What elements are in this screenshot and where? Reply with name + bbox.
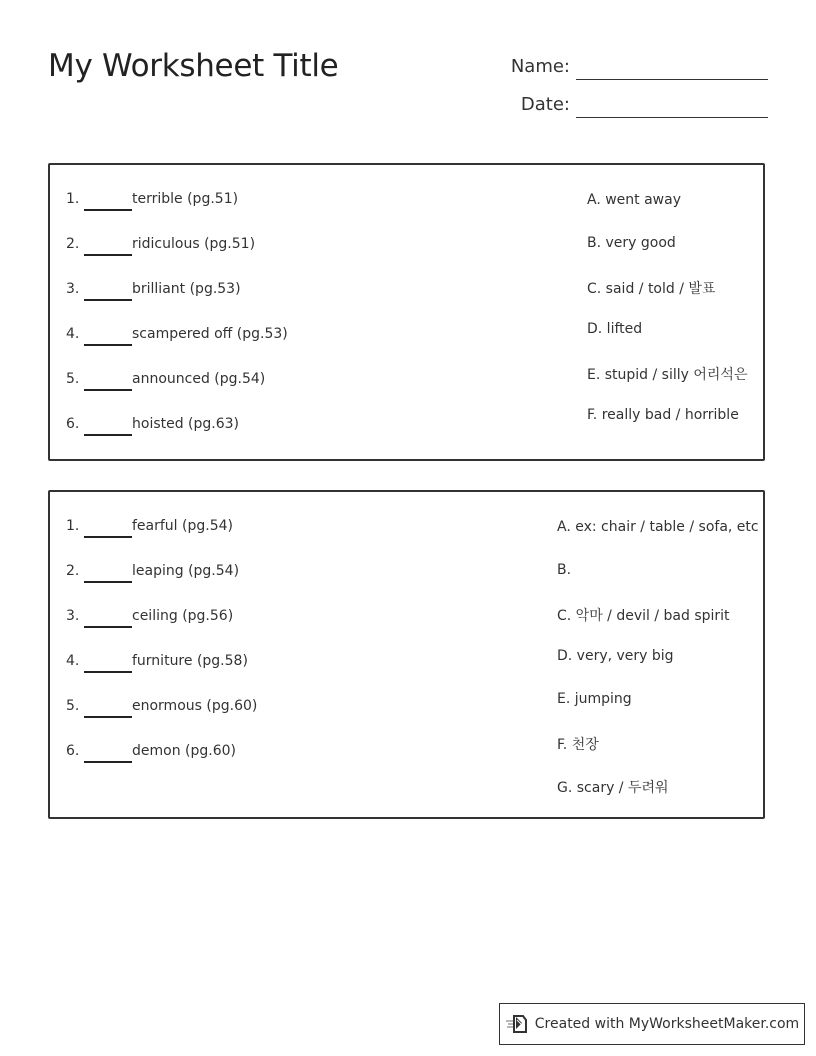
answer-option: D. very, very big [557, 648, 674, 664]
answer-option: G. scary / 두려워 [557, 780, 669, 796]
question-item [66, 653, 248, 669]
answer-blank[interactable] [84, 745, 132, 763]
answer-option: F. 천장 [557, 737, 599, 753]
question-number: 2. [66, 563, 80, 579]
answer-blank[interactable] [84, 328, 132, 346]
question-text: scampered off (pg.53) [132, 326, 288, 342]
footer-credit[interactable] [499, 1003, 805, 1045]
question-number: 3. [66, 608, 80, 624]
question-item [66, 518, 233, 534]
worksheet-title: My Worksheet Title [48, 48, 339, 84]
answer-blank[interactable] [84, 283, 132, 301]
answer-option: E. jumping [557, 691, 632, 707]
question-number: 3. [66, 281, 80, 297]
matching-section-1 [48, 163, 765, 461]
question-text: furniture (pg.58) [132, 653, 248, 669]
answer-blank[interactable] [84, 655, 132, 673]
question-item [66, 563, 239, 579]
question-item [66, 191, 238, 207]
question-text: enormous (pg.60) [132, 698, 258, 714]
answer-option: A. ex: chair / table / sofa, etc [557, 519, 759, 535]
question-text: leaping (pg.54) [132, 563, 240, 579]
question-text: ridiculous (pg.51) [132, 236, 256, 252]
answer-option: A. went away [587, 192, 682, 208]
answer-option: E. stupid / silly 어리석은 [587, 367, 748, 383]
answer-option: B. very good [587, 235, 676, 251]
matching-section-2 [48, 490, 765, 819]
question-number: 4. [66, 326, 80, 342]
question-number: 2. [66, 236, 80, 252]
question-item [66, 281, 241, 297]
answer-blank[interactable] [84, 520, 132, 538]
answer-option: C. 악마 / devil / bad spirit [557, 608, 730, 624]
name-field[interactable] [500, 48, 768, 78]
question-text: hoisted (pg.63) [132, 416, 240, 432]
question-item [66, 743, 236, 759]
footer-text: Created with MyWorksheetMaker.com [534, 1016, 800, 1032]
answer-blank[interactable] [84, 373, 132, 391]
date-label: Date: [520, 94, 570, 115]
name-label: Name: [510, 56, 570, 77]
date-field[interactable] [500, 86, 768, 116]
answer-blank[interactable] [84, 700, 132, 718]
question-item [66, 236, 255, 252]
question-number: 1. [66, 518, 80, 534]
question-number: 6. [66, 416, 80, 432]
worksheet-maker-logo-icon [505, 1013, 529, 1035]
question-item [66, 416, 239, 432]
answer-option: C. said / told / 발표 [587, 281, 716, 297]
answer-blank[interactable] [84, 418, 132, 436]
question-item [66, 326, 288, 342]
answer-option: D. lifted [587, 321, 643, 337]
question-number: 4. [66, 653, 80, 669]
question-number: 5. [66, 371, 80, 387]
answer-blank[interactable] [84, 238, 132, 256]
question-text: ceiling (pg.56) [132, 608, 234, 624]
question-text: fearful (pg.54) [132, 518, 233, 534]
question-number: 6. [66, 743, 80, 759]
date-line[interactable] [576, 97, 768, 118]
answer-option: B. [557, 562, 572, 578]
question-item [66, 698, 257, 714]
answer-blank[interactable] [84, 610, 132, 628]
name-line[interactable] [576, 59, 768, 80]
question-item [66, 608, 233, 624]
answer-option: F. really bad / horrible [587, 407, 739, 423]
question-number: 1. [66, 191, 80, 207]
answer-blank[interactable] [84, 193, 132, 211]
question-text: announced (pg.54) [132, 371, 266, 387]
answer-blank[interactable] [84, 565, 132, 583]
question-text: terrible (pg.51) [132, 191, 239, 207]
question-text: demon (pg.60) [132, 743, 236, 759]
question-item [66, 371, 265, 387]
question-number: 5. [66, 698, 80, 714]
question-text: brilliant (pg.53) [132, 281, 241, 297]
